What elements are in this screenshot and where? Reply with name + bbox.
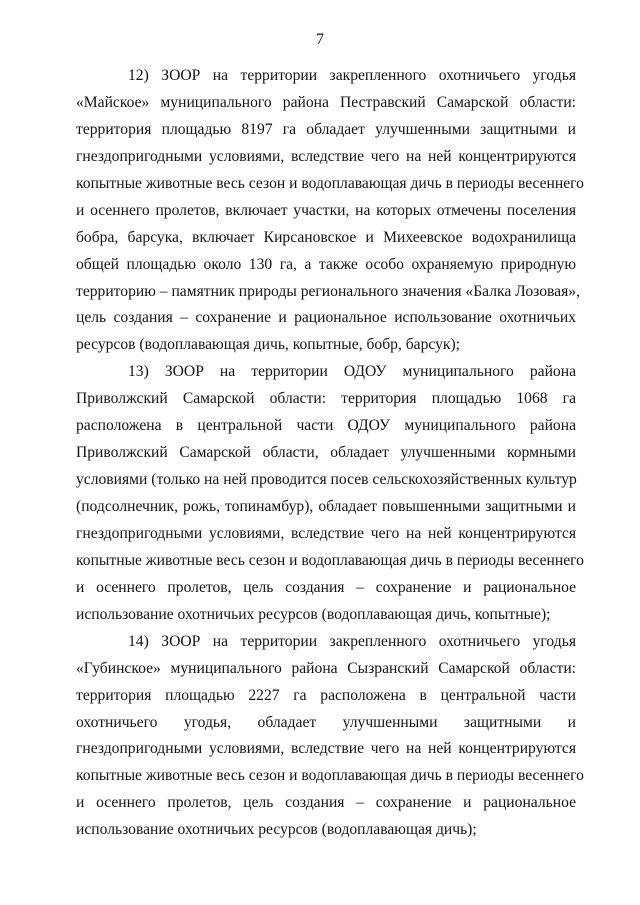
text-line: 12) ЗООР на территории закрепленного охотничьего угодья	[128, 67, 576, 84]
paragraph-12	[76, 63, 584, 359]
text-line: территория площадью 2227 га расположена в центральной части	[76, 686, 576, 704]
text-line: 14) ЗООР на территории закрепленного охотничьего угодья	[128, 632, 576, 650]
text-line: гнездопригодными условиями, вследствие чего на ней концентрируются	[76, 147, 576, 165]
text-line: и осеннего пролетов, включает участки, на которых отмечены поселения	[76, 201, 576, 219]
text-line: расположена в центральной части ОДОУ муниципального района	[76, 417, 576, 435]
text-line: ресурсов (водоплавающая дичь, копытные, бобр, барсук);	[76, 336, 461, 354]
text-line: «Майское» муниципального района Пестравский Самарской области:	[76, 93, 576, 111]
text-line: охотничьего угодья, обладает улучшенными защитными и	[76, 713, 576, 731]
text-line: и осеннего пролетов, цель создания – сохранение и рациональное	[76, 578, 576, 596]
text-line: территория площадью 8197 га обладает улучшенными защитными и	[76, 120, 576, 138]
text-line: 13) ЗООР на территории ОДОУ муниципального района	[128, 363, 576, 381]
page-number: 7	[316, 31, 324, 48]
text-line: использование охотничьих ресурсов (водоплавающая дичь, копытные);	[76, 605, 551, 623]
text-line: Приволжский Самарской области: территория площадью 1068 га	[76, 390, 576, 408]
text-line: условиями (только на ней проводится посев сельскохозяйственных культур	[76, 471, 577, 489]
text-line: копытные животные весь сезон и водоплавающая дичь в периоды весеннего	[76, 174, 584, 192]
paragraph-14	[76, 629, 584, 845]
text-line: цель создания – сохранение и рациональное использование охотничьих	[76, 309, 576, 327]
text-line: использование охотничьих ресурсов (водоплавающая дичь);	[76, 821, 477, 839]
text-line: общей площадью около 130 га, а также особо охраняемую природную	[76, 255, 576, 273]
text-line: (подсолнечник, рожь, топинамбур), обладает повышенными защитными и	[76, 498, 576, 515]
document-body	[76, 63, 584, 844]
text-line: территорию – памятник природы регионального значения «Балка Лозовая»,	[76, 282, 580, 300]
paragraph-13	[76, 359, 584, 628]
text-line: копытные животные весь сезон и водоплавающая дичь в периоды весеннего	[76, 767, 584, 785]
text-line: гнездопригодными условиями, вследствие чего на ней концентрируются	[76, 740, 576, 758]
text-line: и осеннего пролетов, цель создания – сохранение и рациональное	[76, 794, 576, 812]
text-line: бобра, барсука, включает Кирсановское и Михеевское водохранилища	[76, 228, 576, 246]
text-line: «Губинское» муниципального района Сызранский Самарской области:	[76, 659, 576, 677]
text-line: Приволжский Самарской области, обладает улучшенными кормными	[76, 444, 576, 462]
text-line: гнездопригодными условиями, вследствие чего на ней концентрируются	[76, 524, 576, 542]
text-line: копытные животные весь сезон и водоплавающая дичь в периоды весеннего	[76, 551, 584, 569]
